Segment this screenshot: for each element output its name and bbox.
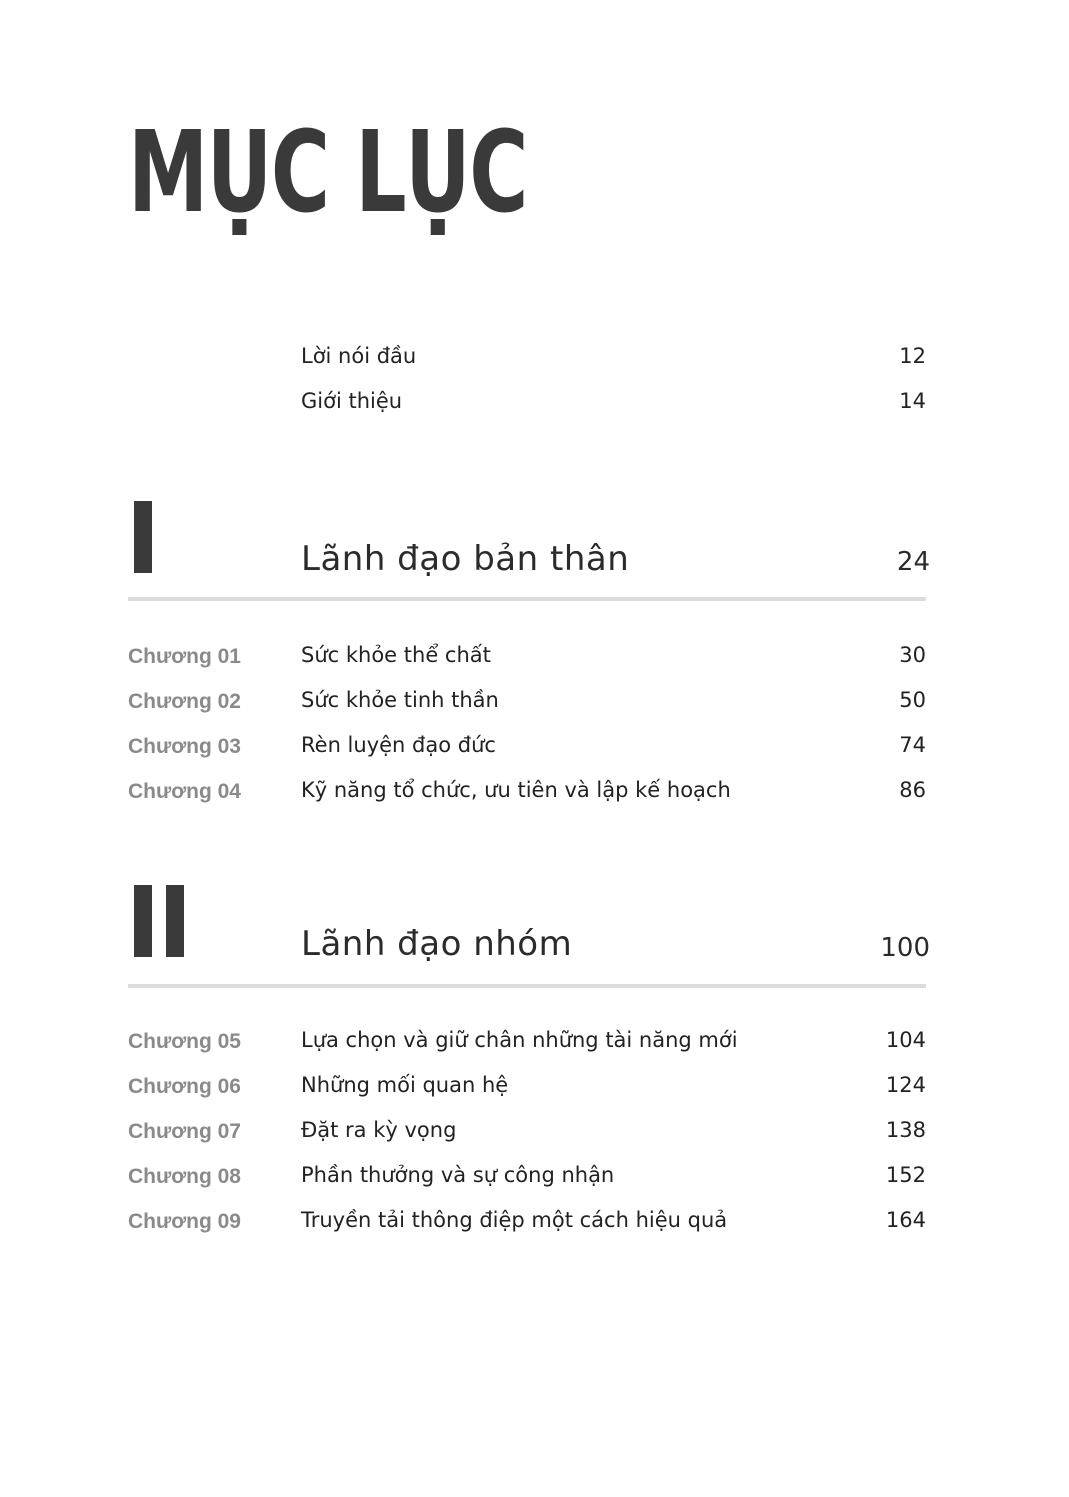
chapter-number: Chương 04 — [128, 780, 241, 803]
toc-entry-page: 14 — [899, 389, 926, 413]
toc-chapter-row[interactable] — [0, 640, 1069, 670]
toc-entry-preface[interactable] — [0, 341, 1069, 371]
toc-chapter-row[interactable] — [0, 1205, 1069, 1235]
roman-numeral-stroke — [134, 885, 152, 957]
chapter-page: 74 — [899, 733, 926, 757]
chapter-page: 50 — [899, 688, 926, 712]
toc-chapter-row[interactable] — [0, 685, 1069, 715]
part-numeral-i — [134, 501, 152, 573]
toc-chapter-row[interactable] — [0, 730, 1069, 760]
chapter-page: 138 — [885, 1118, 926, 1142]
chapter-number: Chương 06 — [128, 1075, 241, 1098]
chapter-number: Chương 01 — [128, 645, 241, 668]
toc-entry-label: Giới thiệu — [301, 389, 403, 413]
part-title[interactable]: Lãnh đạo nhóm — [301, 924, 573, 964]
chapter-page: 124 — [885, 1073, 926, 1097]
part-numeral-ii — [134, 885, 184, 957]
roman-numeral-stroke — [134, 501, 152, 573]
chapter-title: Lựa chọn và giữ chân những tài năng mới — [301, 1028, 738, 1052]
chapter-page: 86 — [899, 778, 926, 802]
chapter-title: Những mối quan hệ — [301, 1073, 509, 1097]
toc-chapter-row[interactable] — [0, 775, 1069, 805]
chapter-title: Kỹ năng tổ chức, ưu tiên và lập kế hoạch — [301, 778, 731, 802]
chapter-number: Chương 08 — [128, 1165, 241, 1188]
toc-chapter-row[interactable] — [0, 1115, 1069, 1145]
toc-chapter-row[interactable] — [0, 1025, 1069, 1055]
toc-chapter-row[interactable] — [0, 1160, 1069, 1190]
roman-numeral-stroke — [166, 885, 184, 957]
chapter-number: Chương 05 — [128, 1030, 241, 1053]
chapter-title: Sức khỏe thể chất — [301, 643, 491, 667]
chapter-title: Rèn luyện đạo đức — [301, 733, 496, 757]
section-divider — [128, 984, 926, 988]
chapter-title: Sức khỏe tinh thần — [301, 688, 499, 712]
chapter-page: 164 — [885, 1208, 926, 1232]
chapter-title: Đặt ra kỳ vọng — [301, 1118, 457, 1142]
toc-chapter-row[interactable] — [0, 1070, 1069, 1100]
chapter-page: 152 — [885, 1163, 926, 1187]
chapter-number: Chương 02 — [128, 690, 241, 713]
section-divider — [128, 597, 926, 601]
part-page: 24 — [896, 547, 930, 577]
chapter-number: Chương 09 — [128, 1210, 241, 1233]
toc-entry-introduction[interactable] — [0, 386, 1069, 416]
toc-entry-page: 12 — [899, 344, 926, 368]
chapter-title: Truyền tải thông điệp một cách hiệu quả — [301, 1208, 728, 1232]
chapter-number: Chương 07 — [128, 1120, 241, 1143]
chapter-title: Phần thưởng và sự công nhận — [301, 1163, 615, 1187]
part-title[interactable]: Lãnh đạo bản thân — [301, 539, 630, 579]
part-page: 100 — [880, 933, 930, 963]
chapter-page: 104 — [885, 1028, 926, 1052]
toc-entry-label: Lời nói đầu — [301, 344, 417, 368]
chapter-number: Chương 03 — [128, 735, 241, 758]
page-title: MỤC LỤC — [128, 108, 527, 238]
chapter-page: 30 — [899, 643, 926, 667]
